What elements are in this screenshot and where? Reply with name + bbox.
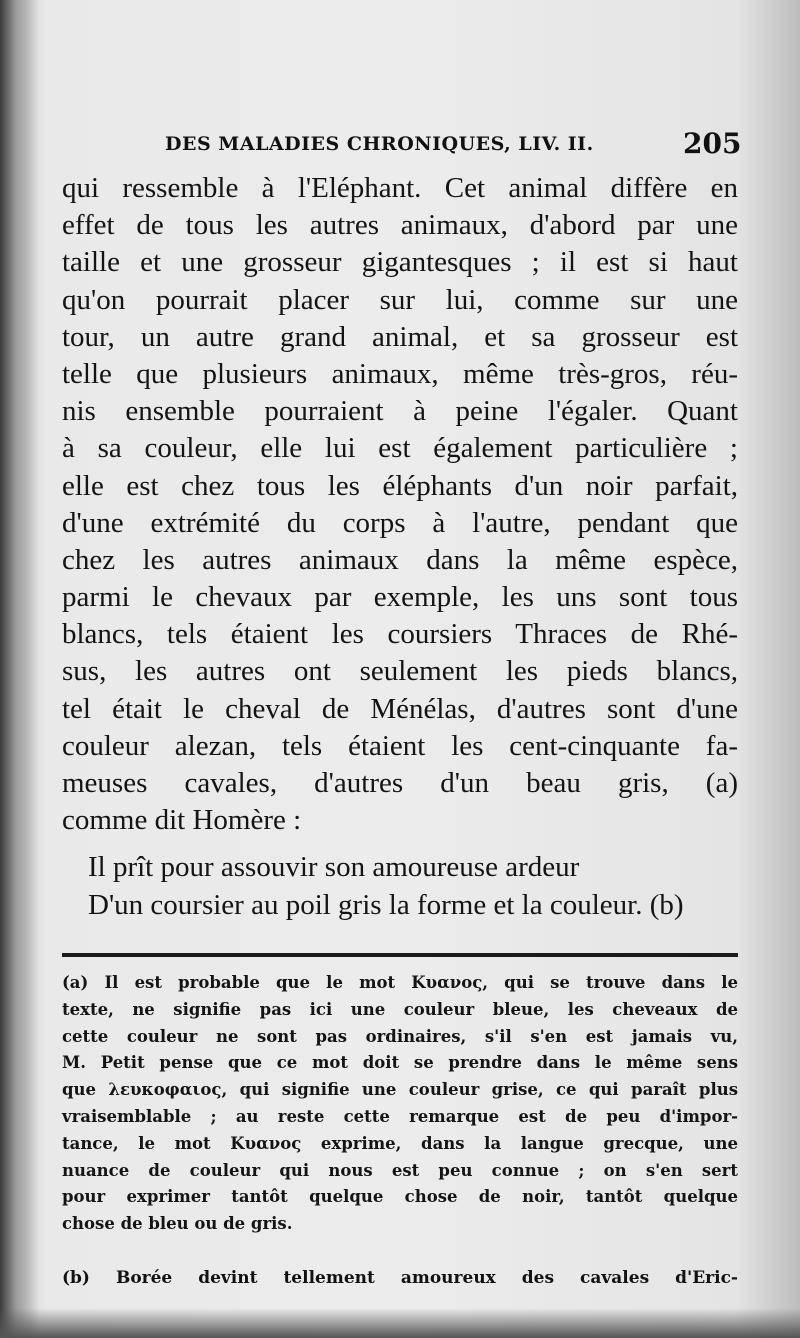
- text-line: tel était le cheval de Ménélas, d'autres sont d'une: [62, 692, 738, 725]
- text-line: nis ensemble pourraient à peine l'égaler. Quant: [62, 395, 738, 428]
- footnote-line: que λευκοφαιος, qui signifie une couleur grise, ce qui paraît plus: [62, 1080, 738, 1100]
- text-line: tour, un autre grand animal, et sa grosseur est: [62, 320, 738, 353]
- text-line: parmi le chevaux par exemple, les uns sont tous: [62, 581, 738, 614]
- text-line: telle que plusieurs animaux, même très-gros, réu-: [62, 357, 738, 390]
- text-line: blancs, tels étaient les coursiers Thraces de Rhé-: [62, 618, 738, 651]
- page-bottom-shadow: [0, 1308, 800, 1338]
- footnote-line: tance, le mot Κυανος exprime, dans la langue grecque, une: [62, 1133, 738, 1153]
- page-number: 205: [683, 127, 742, 160]
- footnote-line: texte, ne signifie pas ici une couleur bleue, les cheveaux de: [62, 999, 738, 1019]
- text-line: elle est chez tous les éléphants d'un noir parfait,: [62, 469, 738, 502]
- footnote-rule: [62, 953, 738, 957]
- text-line: couleur alezan, tels étaient les cent-cinquante fa-: [62, 729, 738, 762]
- text-line: qui ressemble à l'Eléphant. Cet animal diffère en: [62, 172, 738, 204]
- running-header: DES MALADIES CHRONIQUES, LIV. II.: [165, 133, 594, 155]
- footnote-b: (b) Borée devint tellement amoureux des cavales d'Eric-: [62, 1268, 738, 1288]
- footnote-line: M. Petit pense que ce mot doit se prendre dans le même sens: [62, 1053, 738, 1073]
- verse-line: D'un coursier au poil gris la forme et la couleur. (b): [88, 889, 684, 921]
- text-line: sus, les autres ont seulement les pieds blancs,: [62, 655, 738, 688]
- text-line: effet de tous les autres animaux, d'abord par une: [62, 209, 738, 242]
- text-line: d'une extrémité du corps à l'autre, pendant que: [62, 506, 738, 539]
- footnote-line: chose de bleu ou de gris.: [62, 1214, 293, 1234]
- footnote-line: pour exprimer tantôt quelque chose de noir, tantôt quelque: [62, 1187, 738, 1207]
- footnote-line: (a) Il est probable que le mot Κυανος, qui se trouve dans le: [62, 973, 738, 992]
- text-line: meuses cavales, d'autres d'un beau gris, (a): [62, 767, 738, 799]
- footnote-line: cette couleur ne sont pas ordinaires, s'il s'en est jamais vu,: [62, 1026, 738, 1046]
- text-line: comme dit Homère :: [62, 804, 302, 837]
- footnote-line: vraisemblable ; au reste cette remarque est de peu d'impor-: [62, 1106, 738, 1126]
- verse-line: Il prît pour assouvir son amoureuse ardeur: [88, 851, 580, 883]
- text-line: chez les autres animaux dans la même espèce,: [62, 543, 738, 576]
- main-text: [62, 170, 738, 839]
- text-line: à sa couleur, elle lui est également particulière ;: [62, 432, 738, 465]
- footnote-a: [62, 970, 738, 1238]
- text-line: taille et une grosseur gigantesques ; il est si haut: [62, 246, 738, 279]
- text-line: qu'on pourrait placer sur lui, comme sur une: [62, 283, 738, 316]
- page-gutter-shadow: [0, 0, 40, 1338]
- footnote-line: nuance de couleur qui nous est peu connue ; on s'en sert: [62, 1160, 738, 1180]
